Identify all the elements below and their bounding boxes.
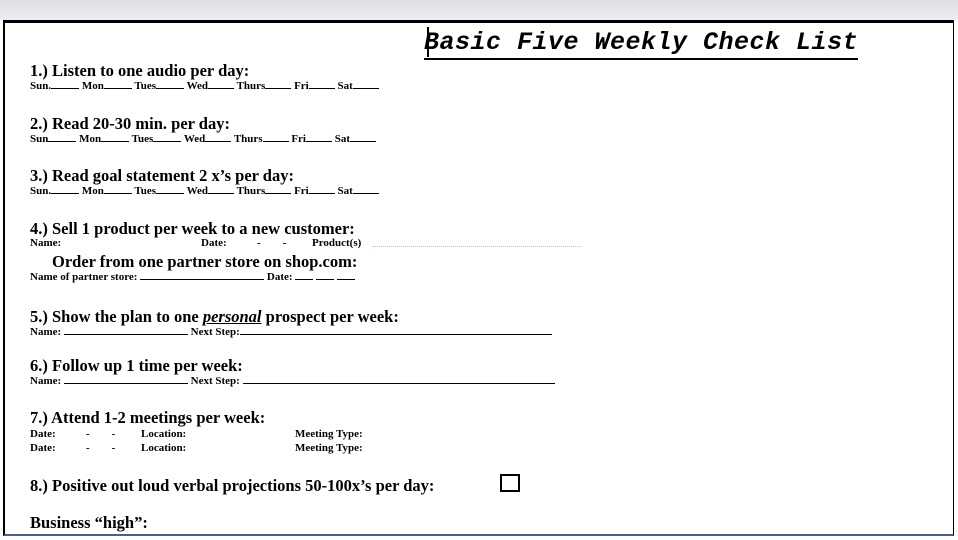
item-3-days: [30, 185, 379, 197]
day-thurs: Thurs: [236, 80, 266, 92]
item-6-next-label: Next Step:: [190, 375, 240, 387]
business-high-heading: Business “high”:: [30, 513, 148, 532]
day-tues: Tues: [131, 133, 154, 145]
day-fri: Fri: [294, 185, 309, 197]
item-7-type-label-2: Meeting Type:: [295, 442, 363, 454]
item-4-product-label: Product(s): [312, 237, 362, 249]
item-7-date-label-2: Date:: [30, 442, 56, 454]
item-7-date-sep-2: - -: [86, 442, 116, 454]
day-sat: Sat: [337, 80, 353, 92]
item-5-heading: [30, 307, 399, 327]
day-tues: Tues: [134, 185, 157, 197]
day-tues: Tues: [134, 80, 157, 92]
item-4-product-line: [372, 246, 582, 247]
day-sat: Sat: [337, 185, 353, 197]
item-6-name-row: [30, 375, 555, 387]
page-title: Basic Five Weekly Check List: [424, 28, 858, 60]
partner-store-label: Name of partner store:: [30, 271, 138, 283]
day-wed: Wed: [183, 133, 206, 145]
item-3-heading: 3.) Read goal statement 2 x’s per day:: [30, 166, 294, 185]
day-mon: Mon: [79, 133, 102, 145]
item-8-heading: 8.) Positive out loud verbal projections 50-100x’s per day:: [30, 476, 435, 495]
item-1-days: [30, 80, 379, 92]
day-wed: Wed: [186, 185, 208, 197]
day-sun: Sun: [30, 133, 49, 145]
item-5-name-label: Name:: [30, 326, 62, 338]
item-7-location-label-2: Location:: [141, 442, 187, 454]
day-sat: Sat: [334, 133, 351, 145]
item-5-heading-post: prospect per week:: [261, 307, 399, 326]
day-fri: Fri: [294, 80, 309, 92]
item-6-name-label: Name:: [30, 375, 62, 387]
item-2-heading: 2.) Read 20-30 min. per day:: [30, 114, 230, 133]
partner-date-label: Date:: [266, 271, 293, 283]
item-7-date-sep-1: - -: [86, 428, 116, 440]
day-mon: Mon: [81, 80, 104, 92]
slide-top-bar: [0, 0, 958, 20]
item-4-sub-heading: Order from one partner store on shop.com:: [52, 252, 358, 271]
item-4-name-label: Name:: [30, 237, 62, 249]
item-4-heading: 4.) Sell 1 product per week to a new customer:: [30, 219, 355, 238]
item-4-date-label: Date:: [201, 237, 227, 249]
item-8-checkbox[interactable]: [500, 474, 520, 492]
item-5-heading-pre: 5.) Show the plan to one: [30, 307, 203, 326]
item-1-heading: 1.) Listen to one audio per day:: [30, 61, 250, 80]
item-4-date-separators: - -: [257, 237, 287, 249]
item-5-heading-emphasis: personal: [202, 307, 262, 326]
item-6-heading: 6.) Follow up 1 time per week:: [30, 356, 243, 375]
day-mon: Mon: [81, 185, 104, 197]
day-sun: Sun.: [30, 185, 52, 197]
item-7-location-label-1: Location:: [141, 428, 187, 440]
day-wed: Wed: [186, 80, 208, 92]
item-7-date-label-1: Date:: [30, 428, 56, 440]
item-7-heading: 7.) Attend 1-2 meetings per week:: [30, 408, 266, 427]
item-5-next-label: Next Step:: [190, 326, 240, 338]
day-thurs: Thurs: [233, 133, 263, 145]
item-7-type-label-1: Meeting Type:: [295, 428, 363, 440]
day-fri: Fri: [291, 133, 306, 145]
item-5-name-row: [30, 326, 552, 338]
item-2-days: [30, 133, 376, 145]
day-sun: Sun.: [30, 80, 52, 92]
day-thurs: Thurs: [236, 185, 266, 197]
item-4-partner-row: [30, 271, 355, 283]
